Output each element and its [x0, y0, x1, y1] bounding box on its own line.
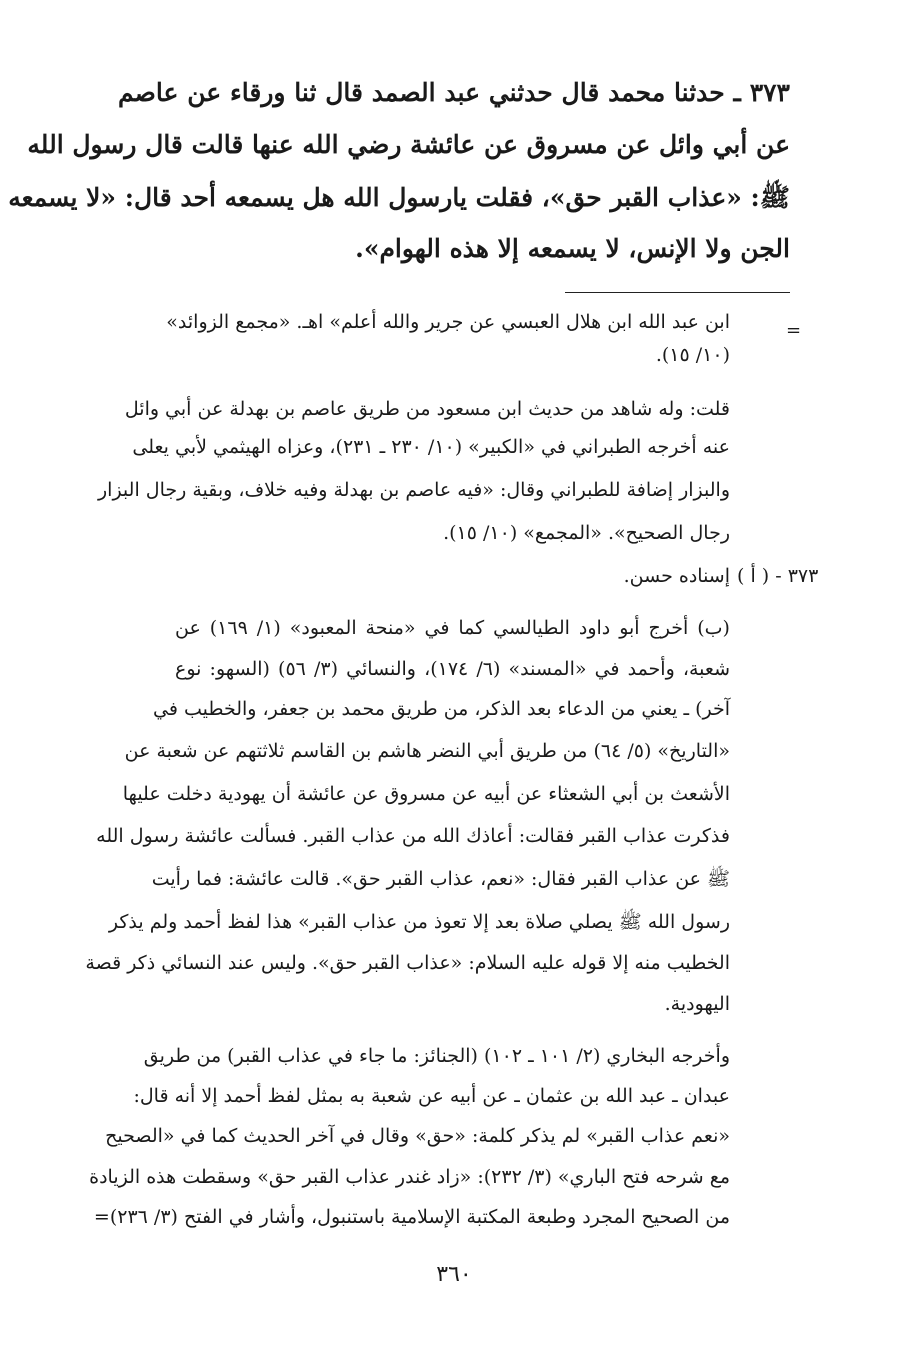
footnote-line: وأخرجه البخاري (٢/ ١٠١ ـ ١٠٢) (الجنائز: ما جاء في عذاب القبر) من طريق: [143, 1045, 730, 1067]
footnote-line: الأشعث بن أبي الشعثاء عن أبيه عن مسروق عن عائشة أن يهودية دخلت عليها: [122, 783, 730, 805]
footnote-number: ٣٧٣ - ( أ ): [737, 565, 819, 587]
footnote-line: من الصحيح المجرد وطبعة المكتبة الإسلامية باستنبول، وأشار في الفتح (٣/ ٢٣٦)=: [93, 1206, 730, 1228]
footnote-line: مع شرحه فتح الباري» (٣/ ٢٣٢): «زاد غندر عذاب القبر حق» وسقطت هذه الزيادة: [89, 1166, 730, 1188]
footnote-line: فذكرت عذاب القبر فقالت: أعاذك الله من عذاب القبر. فسألت عائشة رسول الله: [96, 825, 730, 847]
footnote-line: رجال الصحيح». «المجمع» (١٠/ ١٥).: [443, 522, 730, 544]
footnote-line: ﷺ عن عذاب القبر فقال: «نعم، عذاب القبر حق». قالت عائشة: فما رأيت: [151, 868, 730, 890]
footnote-line: «التاريخ» (٥/ ٦٤) من طريق أبي النضر هاشم بن القاسم ثلاثتهم عن شعبة عن: [124, 740, 730, 762]
footnote-line: عنه أخرجه الطبراني في «الكبير» (١٠/ ٢٣٠ ـ ٢٣١)، وعزاه الهيثمي لأبي يعلى: [132, 436, 730, 458]
footnote-separator: [565, 292, 790, 293]
footnote-line: «نعم عذاب القبر» لم يذكر كلمة: «حق» وقال في آخر الحديث كما في «الصحيح: [105, 1125, 730, 1147]
footnote-line: آخر) ـ يعني من الدعاء بعد الذكر، من طريق محمد بن جعفر، والخطيب في: [153, 698, 730, 720]
hadith-line-2: عن أبي وائل عن مسروق عن عائشة رضي الله عنها قالت قال رسول الله: [27, 130, 790, 159]
footnote-line: (ب) أخرج أبو داود الطيالسي كما في «منحة المعبود» (١/ ١٦٩) عن: [175, 617, 730, 639]
footnote-line: رسول الله ﷺ يصلي صلاة بعد إلا تعوذ من عذاب القبر» هذا لفظ أحمد ولم يذكر: [108, 911, 730, 933]
hadith-line-4: الجن ولا الإنس، لا يسمعه إلا هذه الهوام».: [355, 234, 790, 263]
hadith-line-1: ٣٧٣ ـ حدثنا محمد قال حدثني عبد الصمد قال ثنا ورقاء عن عاصم: [118, 78, 790, 107]
footnote-line: إسناده حسن.: [623, 565, 730, 587]
footnote-line: ابن عبد الله ابن هلال العبسي عن جرير والله أعلم» اهـ. «مجمع الزوائد»: [166, 311, 730, 333]
hadith-line-3: ﷺ: «عذاب القبر حق»، فقلت يارسول الله هل يسمعه أحد قال: «لا يسمعه: [8, 183, 790, 212]
page-number: ٣٦٠: [436, 1262, 472, 1287]
footnote-line: اليهودية.: [664, 993, 730, 1015]
continuation-mark: =: [786, 320, 802, 341]
footnote-line: قلت: وله شاهد من حديث ابن مسعود من طريق عاصم بن بهدلة عن أبي وائل: [124, 398, 730, 420]
footnote-line: والبزار إضافة للطبراني وقال: «فيه عاصم بن بهدلة وفيه خلاف، وبقية رجال البزار: [97, 479, 730, 501]
footnote-line: (١٠/ ١٥).: [655, 344, 730, 366]
footnote-line: شعبة، وأحمد في «المسند» (٦/ ١٧٤)، والنسائي (٣/ ٥٦) (السهو: نوع: [175, 658, 730, 680]
footnote-line: الخطيب منه إلا قوله عليه السلام: «عذاب القبر حق». وليس عند النسائي ذكر قصة: [85, 952, 730, 974]
footnote-line: عبدان ـ عبد الله بن عثمان ـ عن أبيه عن شعبة به بمثل لفظ أحمد إلا أنه قال:: [133, 1085, 730, 1107]
